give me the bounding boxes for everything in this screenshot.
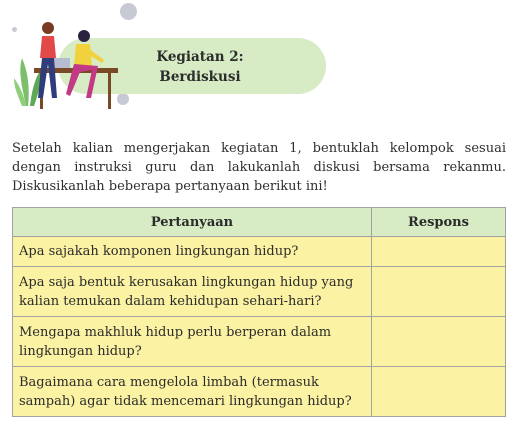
table-header-row	[13, 208, 506, 237]
activity-name: Berdiskusi	[159, 69, 241, 85]
response-cell[interactable]	[372, 267, 506, 317]
discussion-illustration	[8, 6, 128, 112]
question-cell: Mengapa makhluk hidup perlu berperan dalam lingkungan hidup?	[13, 317, 372, 367]
plant-icon	[14, 58, 42, 106]
activity-title	[120, 47, 280, 87]
question-cell: Apa sajakah komponen lingkungan hidup?	[13, 237, 372, 267]
response-cell[interactable]	[372, 317, 506, 367]
header-response: Respons	[372, 208, 506, 237]
table-row	[13, 367, 506, 417]
question-cell: Bagaimana cara mengelola limbah (termasuk sampah) agar tidak mencemari lingkungan hidup?	[13, 367, 372, 417]
activity-number: Kegiatan 2:	[156, 49, 244, 65]
response-cell[interactable]	[372, 367, 506, 417]
table-row	[13, 267, 506, 317]
discussion-table	[12, 207, 506, 417]
table-row	[13, 317, 506, 367]
question-cell: Apa saja bentuk kerusakan lingkungan hidup yang kalian temukan dalam kehidupan sehari-hari?	[13, 267, 372, 317]
header-question: Pertanyaan	[13, 208, 372, 237]
response-cell[interactable]	[372, 237, 506, 267]
table-row	[13, 237, 506, 267]
intro-paragraph: Setelah kalian mengerjakan kegiatan 1, bentuklah kelompok sesuai dengan instruksi guru dan lakukanlah diskusi bersama rekanmu. Diskusikanlah beberapa pertanyaan berikut ini!	[12, 141, 506, 194]
